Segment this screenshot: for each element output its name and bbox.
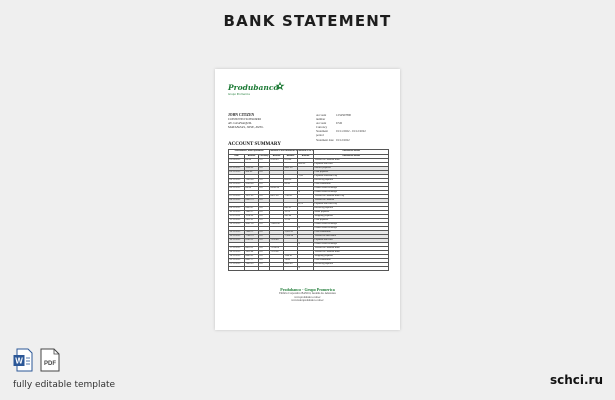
cell-details: Online credit exchange bbox=[314, 187, 389, 191]
cell-amount: 7748.73 bbox=[245, 235, 259, 239]
cell-amount: 7500.00 bbox=[245, 179, 259, 183]
cell-date: 03.11.2022 bbox=[229, 171, 245, 175]
cell-details: Electricity payment bbox=[314, 179, 389, 183]
cell-amount: 500.80 bbox=[245, 171, 259, 175]
cell-details: Payment with card bbox=[314, 239, 389, 243]
cell-currency: US bbox=[259, 251, 270, 255]
word-icon bbox=[13, 348, 33, 372]
cell-amount-currency: 45.80.90 bbox=[270, 187, 284, 191]
cell-currency: US bbox=[259, 195, 270, 199]
word-badge-label: W bbox=[15, 356, 23, 366]
cell-amount-currency: 6871.99 bbox=[270, 195, 284, 199]
account-value: 1234567890 bbox=[336, 113, 351, 117]
cell-details: Shopping payment bbox=[314, 215, 389, 219]
statement-document bbox=[215, 69, 400, 330]
cell-date: 15.11.2022 bbox=[229, 235, 245, 239]
cell-balance: 11.74 bbox=[284, 211, 298, 215]
cell-amount: 5091.18 bbox=[245, 223, 259, 227]
cell-amount: 7938.71 bbox=[245, 231, 259, 235]
cell-currency: US bbox=[259, 159, 270, 163]
pdf-badge-label: PDF bbox=[44, 361, 56, 367]
cell-balance: 7749.07 bbox=[284, 195, 298, 199]
cell-amount-sent: $ bbox=[298, 191, 314, 195]
customer-name: JOHN CITIZEN bbox=[228, 113, 255, 117]
cell-amount-currency bbox=[270, 267, 284, 271]
cell-currency: US bbox=[259, 259, 270, 263]
cell-date: 19.11.2022 bbox=[229, 255, 245, 259]
cell-currency: US bbox=[259, 167, 270, 171]
cell-details: Cash withdrawal bbox=[314, 183, 389, 187]
table-row bbox=[229, 267, 389, 271]
cell-amount-currency: 7178.89 bbox=[270, 239, 284, 243]
cell-amount: 1150.55 bbox=[245, 167, 259, 171]
cell-currency bbox=[259, 267, 270, 271]
cell-details: Electricity payment bbox=[314, 263, 389, 267]
cell-amount-sent: 8,79 bbox=[298, 203, 314, 207]
column-header: Date bbox=[229, 154, 245, 159]
cell-currency: US bbox=[259, 255, 270, 259]
account-row bbox=[316, 113, 366, 121]
cell-date: 10.11.2022 bbox=[229, 211, 245, 215]
cell-date: 02.11.2022 bbox=[229, 167, 245, 171]
site-brand: schci.ru bbox=[549, 373, 603, 387]
cell-balance: 85.90 bbox=[284, 183, 298, 187]
cell-details: Payment reflection Pay bbox=[314, 175, 389, 179]
cell-details: Card payment bbox=[314, 219, 389, 223]
account-row bbox=[316, 129, 366, 137]
summary-heading: ACCOUNT SUMMARY bbox=[228, 142, 281, 147]
cell-currency: US bbox=[259, 235, 270, 239]
table-body bbox=[229, 159, 389, 271]
cell-balance: 9895.89 bbox=[284, 263, 298, 267]
account-value: 01/11/2022 - 01/12/2022 bbox=[336, 129, 366, 134]
cell-details: Interest payment bbox=[314, 167, 389, 171]
cell-amount-currency: 9739.43 bbox=[270, 159, 284, 163]
group-header: Transactions, other operations bbox=[229, 150, 270, 155]
cell-currency: US bbox=[259, 179, 270, 183]
cell-date: 08.11.2022 bbox=[229, 199, 245, 203]
cell-amount: 8819.11 bbox=[245, 247, 259, 251]
cell-amount: 4950.37 bbox=[245, 207, 259, 211]
cell-date: 16.11.2022 bbox=[229, 239, 245, 243]
cell-amount-sent: $ bbox=[298, 227, 314, 231]
cell-amount bbox=[245, 267, 259, 271]
cell-date: 09.11.2022 bbox=[229, 207, 245, 211]
cell-amount: 4193.11 bbox=[245, 239, 259, 243]
cell-amount: 5250.00 bbox=[245, 183, 259, 187]
column-header: Balance bbox=[284, 154, 298, 159]
transactions-table bbox=[228, 149, 389, 271]
cell-currency: US bbox=[259, 263, 270, 267]
page-title: BANK STATEMENT bbox=[223, 12, 392, 30]
cell-details: Card payment bbox=[314, 171, 389, 175]
cell-details: Cash withdrawal bbox=[314, 259, 389, 263]
customer-address bbox=[228, 113, 263, 129]
cell-balance: 17.53 bbox=[284, 219, 298, 223]
cell-amount-currency: 71449.50 bbox=[270, 223, 284, 227]
tagline: fully editable template bbox=[13, 380, 116, 390]
account-label: Statement date bbox=[316, 137, 334, 142]
group-header: Transaction details bbox=[314, 150, 389, 155]
cell-date: 04.11.2022 bbox=[229, 179, 245, 183]
address-line: AV. GUAYAQUIL bbox=[228, 121, 252, 126]
cell-amount: 8899.51 bbox=[245, 255, 259, 259]
group-header: Amount to be bbox=[298, 150, 314, 155]
cell-currency: US bbox=[259, 199, 270, 203]
cell-amount: 1128.55 bbox=[245, 215, 259, 219]
cell-currency: US bbox=[259, 187, 270, 191]
cell-date: 01/11/2022 bbox=[229, 159, 245, 163]
cell-details: Payment with card bbox=[314, 163, 389, 167]
cell-details: Online credit exchange bbox=[314, 223, 389, 227]
address-line: CONJUNTO SOSSORIO bbox=[228, 117, 261, 122]
cell-details: Payment with card Pay bbox=[314, 203, 389, 207]
star-icon bbox=[275, 81, 285, 91]
footer-line: www.bancaprodubanco.com.ec bbox=[291, 299, 324, 303]
cell-date: 14.11.2022 bbox=[229, 231, 245, 235]
cell-details: Online credit exchange bbox=[314, 191, 389, 195]
cell-amount: 1371.92 bbox=[245, 195, 259, 199]
cell-date: 13.11.2022 bbox=[229, 223, 245, 227]
account-row bbox=[316, 138, 366, 142]
cell-amount-currency: 71.99.09 bbox=[270, 247, 284, 251]
cell-amount-sent: 7,45 bbox=[298, 175, 314, 179]
cell-currency: US bbox=[259, 211, 270, 215]
cell-details: Transfer to Lebanon bbox=[314, 199, 389, 203]
format-badges bbox=[13, 348, 60, 372]
group-header: Amount in the transaction bbox=[270, 150, 298, 155]
address-line: MATANZAS, JOSE, AVEL bbox=[228, 125, 264, 130]
statement-footer bbox=[215, 287, 400, 303]
cell-balance: 850.09 bbox=[284, 179, 298, 183]
cell-amount-sent: $ bbox=[298, 243, 314, 247]
cell-currency: US bbox=[259, 171, 270, 175]
cell-amount-sent: $ bbox=[298, 267, 314, 271]
account-value: USD bbox=[336, 121, 343, 126]
cell-details: Transfer to Lebanon Bank bbox=[314, 159, 389, 163]
cell-details bbox=[314, 267, 389, 271]
cell-date: 12.11.2022 bbox=[229, 219, 245, 223]
cell-balance: 1,091.91 bbox=[284, 231, 298, 235]
cell-currency: US bbox=[259, 215, 270, 219]
cell-amount-sent: 800.55 bbox=[298, 163, 314, 167]
column-header: Transaction details bbox=[314, 154, 389, 159]
cell-details: Cash withdrawal bbox=[314, 231, 389, 235]
cell-amount: 7895.17 bbox=[245, 211, 259, 215]
cell-currency: US bbox=[259, 231, 270, 235]
account-label: Account Currency bbox=[316, 121, 328, 130]
cell-amount: 89.98 bbox=[245, 187, 259, 191]
footer-bank-name: Produbanco - Grupo Promerica bbox=[280, 287, 335, 292]
cell-date bbox=[229, 267, 245, 271]
cell-balance: 991.84 bbox=[284, 215, 298, 219]
cell-balance: 7,189.90 bbox=[284, 235, 298, 239]
cell-details: Transfer to Lebanon Bank bbox=[314, 247, 389, 251]
cell-amount: 1911.88 bbox=[245, 251, 259, 255]
cell-amount: 4451.77 bbox=[245, 259, 259, 263]
cell-date: 07.11.2022 bbox=[229, 195, 245, 199]
cell-date: 05.11.2022 bbox=[229, 183, 245, 187]
cell-amount-currency: 7179.96 bbox=[270, 251, 284, 255]
footer-line: Edificio Corporativo BANCO, Avenida Av. Amazonas bbox=[279, 292, 336, 295]
cell-balance: 1188.91 bbox=[284, 255, 298, 259]
cell-currency: US bbox=[259, 207, 270, 211]
cell-details: Transfer to Lebanon Bank bbox=[314, 251, 389, 255]
account-label: Statement period bbox=[316, 129, 328, 138]
cell-balance: 9891.55 bbox=[284, 167, 298, 171]
cell-balance: 91,898 bbox=[284, 159, 298, 163]
cell-details: Water payment bbox=[314, 211, 389, 215]
cell-details: Shopping payment bbox=[314, 255, 389, 259]
column-header: Amount bbox=[298, 154, 314, 159]
cell-currency: US bbox=[259, 239, 270, 243]
cell-balance bbox=[284, 267, 298, 271]
account-value: 01/12/2022 bbox=[336, 137, 350, 142]
footer-line: www.produbanco.com.ec bbox=[294, 295, 321, 299]
cell-details: Online credit exchange bbox=[314, 227, 389, 231]
cell-details: Electricity payment bbox=[314, 207, 389, 211]
cell-balance: 681.61 bbox=[284, 207, 298, 211]
logo-subtitle: Grupo Promerica bbox=[228, 92, 250, 96]
cell-date: 11.11.2022 bbox=[229, 215, 245, 219]
cell-currency: US bbox=[259, 223, 270, 227]
cell-amount: 2411.51 bbox=[245, 219, 259, 223]
cell-currency: US bbox=[259, 183, 270, 187]
cell-date: 20.11.2022 bbox=[229, 259, 245, 263]
account-info bbox=[316, 113, 366, 142]
cell-currency: US bbox=[259, 219, 270, 223]
column-header: Amount bbox=[270, 154, 284, 159]
cell-currency: US bbox=[259, 247, 270, 251]
cell-details: Online credit exchange bbox=[314, 243, 389, 247]
pdf-icon bbox=[40, 348, 60, 372]
column-header: Currency bbox=[259, 154, 269, 157]
cell-amount: 89.98 bbox=[245, 159, 259, 163]
cell-amount: 8909.73 bbox=[245, 199, 259, 203]
cell-date: 17.11.2022 bbox=[229, 247, 245, 251]
column-header: Amount bbox=[245, 154, 259, 159]
account-label: Account number bbox=[316, 113, 327, 122]
bank-logo bbox=[228, 83, 278, 96]
cell-balance: 79.00 bbox=[284, 259, 298, 263]
account-row bbox=[316, 121, 366, 129]
cell-details: Transfer to Lebanon Bank Pay bbox=[314, 195, 389, 199]
logo-name: Produbanco bbox=[228, 83, 279, 92]
cell-date: 06.11.2022 bbox=[229, 187, 245, 191]
cell-date: 21.11.2022 bbox=[229, 263, 245, 267]
cell-amount: 7890.55 bbox=[245, 263, 259, 267]
cell-date: 18.11.2022 bbox=[229, 251, 245, 255]
cell-details: Transfer to other bank bbox=[314, 235, 389, 239]
